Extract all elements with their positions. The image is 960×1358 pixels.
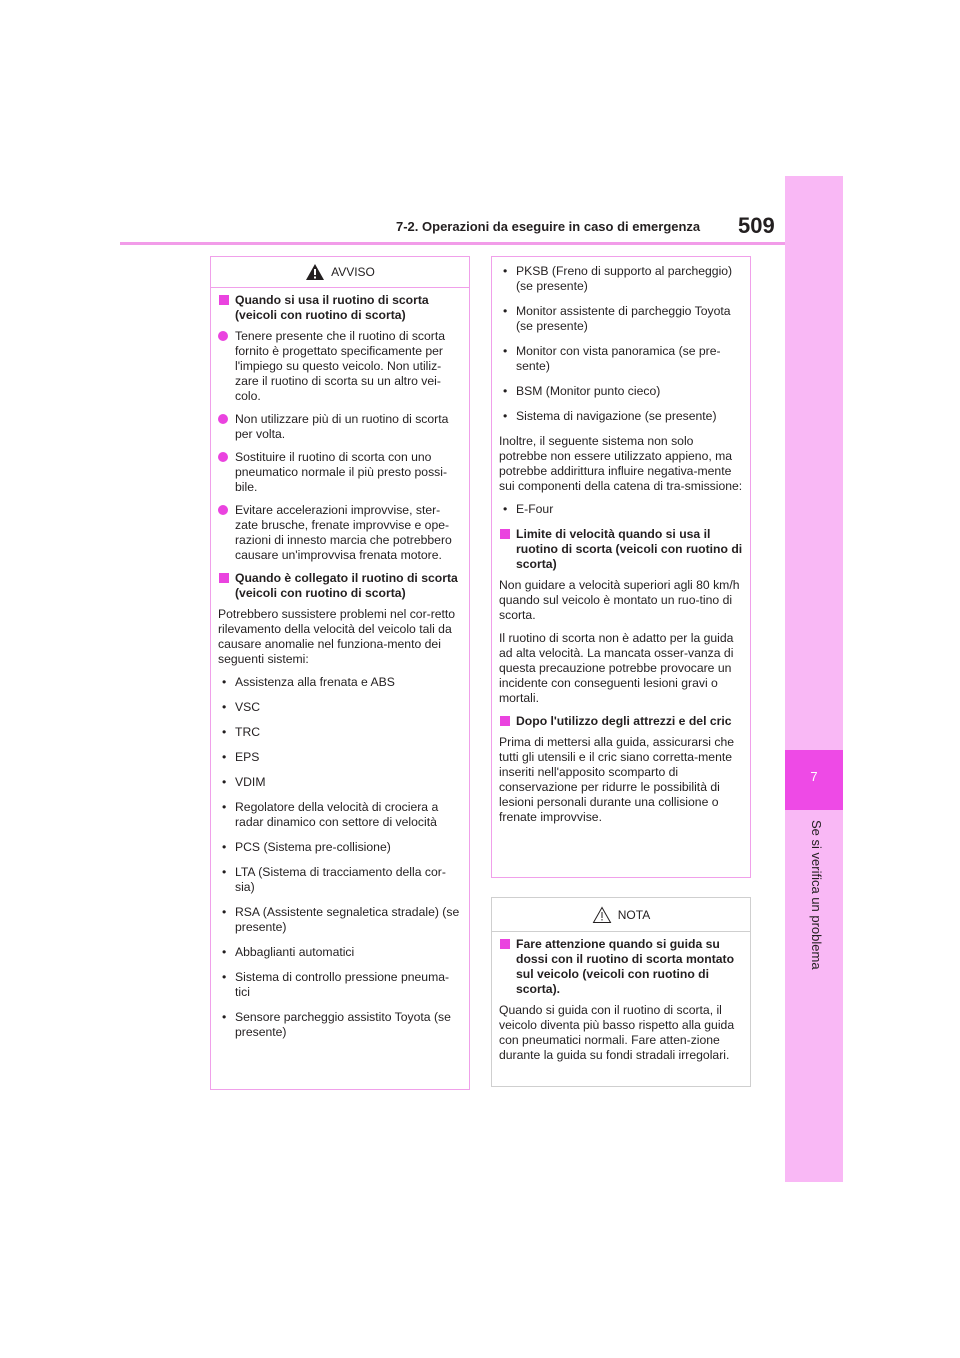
- section-title: 7-2. Operazioni da eseguire in caso di emergenza: [396, 219, 701, 234]
- system-list-item: • VSC: [218, 700, 462, 715]
- warning-paragraph: Non guidare a velocità superiori agli 80 km/h quando sul veicolo è montato un ruo-tino di scorta.: [499, 578, 740, 622]
- warning-triangle-icon: [305, 263, 325, 281]
- system-list-item: • RSA (Assistente segnaletica stradale) (se presente): [218, 905, 462, 935]
- warning-heading-after-tools: Dopo l'utilizzo degli attrezzi e del cric: [499, 714, 743, 729]
- note-box: [491, 897, 751, 1087]
- note-box-header: [492, 898, 750, 932]
- warning-heading-spare-use: Quando si usa il ruotino di scorta (veicoli con ruotino di scorta): [218, 293, 462, 323]
- warning-box-header: [211, 257, 469, 288]
- system-list-item: • Sistema di navigazione (se presente): [499, 409, 743, 424]
- system-list-item: • Sistema di controllo pressione pneuma-tici: [218, 970, 462, 1000]
- page-number: 509: [738, 213, 775, 238]
- warning-box-continued: [491, 256, 751, 878]
- warning-box: [210, 256, 470, 1090]
- warning-box-title: AVVISO: [331, 265, 375, 279]
- warning-item: Non utilizzare più di un ruotino di scorta per volta.: [218, 412, 462, 442]
- warning-paragraph: Il ruotino di scorta non è adatto per la guida ad alta velocità. La mancata osser-vanza di questa precauzione potrebbe provocare un incidente con conseguenti lesioni gravi o mortali.: [499, 631, 734, 705]
- system-list-item: • VDIM: [218, 775, 462, 790]
- note-heading: Fare attenzione quando si guida su dossi con il ruotino di scorta montato sul veicolo (veicoli con ruotino di scorta).: [499, 937, 743, 997]
- warning-item: Sostituire il ruotino di scorta con uno pneumatico normale il più presto possi-bile.: [218, 450, 462, 495]
- system-list-item: • PCS (Sistema pre-collisione): [218, 840, 462, 855]
- system-list-item: • PKSB (Freno di supporto al parcheggio) (se presente): [499, 264, 743, 294]
- system-list-item: • LTA (Sistema di tracciamento della cor-sia): [218, 865, 462, 895]
- warning-paragraph: Inoltre, il seguente sistema non solo potrebbe non essere utilizzato appieno, ma potrebbe addirittura influire negativa-mente sui componenti della catena di tra-smissione:: [499, 434, 743, 493]
- system-list-item: • EPS: [218, 750, 462, 765]
- warning-item: Tenere presente che il ruotino di scorta fornito è progettato specificamente per l'impiego su questo veicolo. Non utiliz-zare il ruotino di scorta su un altro vei-colo.: [218, 329, 462, 404]
- warning-paragraph: Prima di mettersi alla guida, assicurarsi che tutti gli utensili e il cric siano corretta-mente inseriti nell'apposito scomparto di conservazione per ridurre le possibilità di lesioni personali durante una collisione o frenate improvvise.: [499, 735, 735, 824]
- system-list-item: • BSM (Monitor punto cieco): [499, 384, 743, 399]
- warning-heading-speed-limit: Limite di velocità quando si usa il ruotino di scorta (veicoli con ruotino di scorta): [499, 527, 743, 572]
- header-rule: [120, 242, 785, 245]
- system-list-item: • Regolatore della velocità di crociera a radar dinamico con settore di velocità: [218, 800, 462, 830]
- system-list-item: • Abbaglianti automatici: [218, 945, 462, 960]
- system-list-item: • E-Four: [499, 502, 743, 517]
- chapter-number: 7: [810, 769, 818, 784]
- chapter-title-vertical: [804, 820, 826, 1080]
- system-list-item: • Assistenza alla frenata e ABS: [218, 675, 462, 690]
- note-paragraph: Quando si guida con il ruotino di scorta, il veicolo diventa più basso rispetto alla guida con pneumatici normali. Fare atten-zione durante la guida su fondi stradali irregolari.: [499, 1003, 735, 1062]
- system-list-item: • Sensore parcheggio assistito Toyota (se presente): [218, 1010, 462, 1040]
- caution-triangle-icon: [592, 906, 612, 924]
- warning-heading-spare-installed: Quando è collegato il ruotino di scorta (veicoli con ruotino di scorta): [218, 571, 462, 601]
- chapter-title: Se si verifica un problema: [809, 820, 824, 970]
- warning-item: Evitare accelerazioni improvvise, ster-zate brusche, frenate improvvise e ope-razioni di innesto marcia che potrebbero causare un'improvvisa frenata motore.: [218, 503, 462, 563]
- chapter-number-tab: [785, 750, 843, 810]
- system-list-item: • TRC: [218, 725, 462, 740]
- warning-paragraph: Potrebbero sussistere problemi nel cor-retto rilevamento della velocità del veicolo tali da causare anomalie nel funziona-mento dei seguenti sistemi:: [218, 607, 456, 666]
- note-box-title: NOTA: [617, 907, 651, 922]
- system-list-item: • Monitor assistente di parcheggio Toyota (se presente): [499, 304, 743, 334]
- system-list-item: • Monitor con vista panoramica (se pre-sente): [499, 344, 743, 374]
